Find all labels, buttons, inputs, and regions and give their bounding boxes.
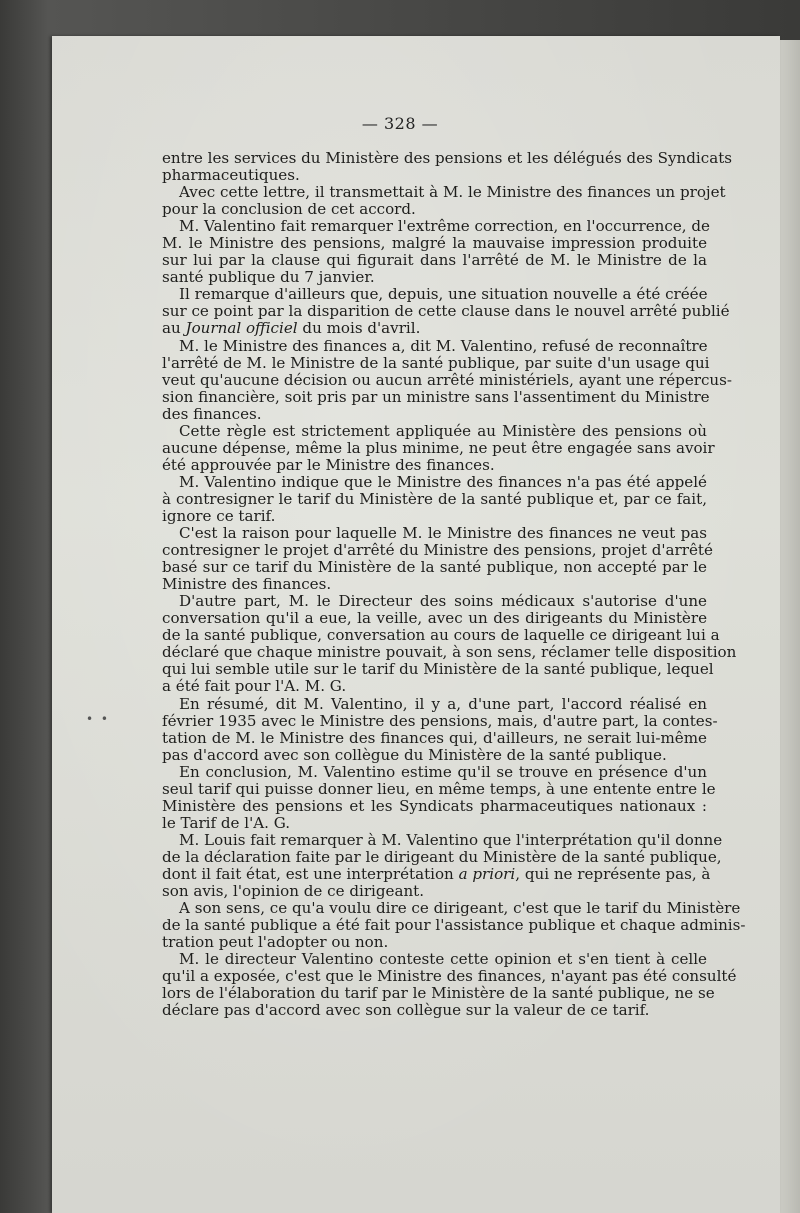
text-line: déclaré que chaque ministre pouvait, à son sens, réclamer telle disposition <box>162 643 737 662</box>
text-line: M. le Ministre des pensions, malgré la mauvaise impression produite <box>162 234 707 253</box>
text-line: En conclusion, M. Valentino estime qu'il se trouve en présence d'un <box>179 762 707 781</box>
text-line: sur ce point par la disparition de cette clause dans le nouvel arrêté publié <box>162 302 730 321</box>
text-line: veut qu'aucune décision ou aucun arrêté ministériels, ayant une répercus- <box>162 370 732 389</box>
margin-mark: • • <box>86 712 110 726</box>
text-line: M. Valentino indique que le Ministre des finances n'a pas été appelé <box>179 472 707 491</box>
text-line: son avis, l'opinion de ce dirigeant. <box>162 882 425 901</box>
text-line: l'arrêté de M. le Ministre de la santé publique, par suite d'un usage qui <box>162 353 710 372</box>
text-line: dont il fait état, est une interprétation a priori, qui ne représente pas, à <box>162 864 711 883</box>
text-line: qu'il a exposée, c'est que le Ministre des finances, n'ayant pas été consulté <box>162 967 737 986</box>
text-line: entre les services du Ministère des pensions et les délégués des Syndicats <box>162 149 733 167</box>
text-line: aucune dépense, même la plus minime, ne peut être engagée sans avoir <box>162 438 715 457</box>
text-line: A son sens, ce qu'a voulu dire ce dirigeant, c'est que le tarif du Ministère <box>179 899 741 918</box>
text-line: sion financière, soit pris par un ministre sans l'assentiment du Ministre <box>162 387 710 406</box>
text-line: conversation qu'il a eue, la veille, avec un des dirigeants du Ministère <box>162 609 707 628</box>
text-line: basé sur ce tarif du Ministère de la santé publique, non accepté par le <box>162 558 707 577</box>
text-line: M. le Ministre des finances a, dit M. Valentino, refusé de reconnaître <box>179 336 708 355</box>
text-line: Avec cette lettre, il transmettait à M. le Ministre des finances un projet <box>179 183 726 202</box>
text-line: pas d'accord avec son collègue du Ministère de la santé publique. <box>162 745 667 764</box>
text-line: qui lui semble utile sur le tarif du Ministère de la santé publique, lequel <box>162 660 714 679</box>
text-line: En résumé, dit M. Valentino, il y a, d'une part, l'accord réalisé en <box>179 694 707 713</box>
text-line: des finances. <box>162 404 262 423</box>
text-line: C'est la raison pour laquelle M. le Ministre des finances ne veut pas <box>179 524 707 543</box>
text-line: lors de l'élaboration du tarif par le Ministère de la santé publique, ne se <box>162 984 715 1003</box>
text-line: contresigner le projet d'arrêté du Ministre des pensions, projet d'arrêté <box>162 541 713 560</box>
text-line: Ministère des pensions et les Syndicats pharmaceutiques nationaux : <box>162 796 707 815</box>
text-line: tration peut l'adopter ou non. <box>162 933 389 952</box>
text-line: de la santé publique, conversation au cours de laquelle ce dirigeant lui a <box>162 626 720 645</box>
text-line: pharmaceutiques. <box>162 166 300 185</box>
text-line: M. le directeur Valentino conteste cette opinion et s'en tient à celle <box>179 950 707 969</box>
text-line: déclare pas d'accord avec son collègue sur la valeur de ce tarif. <box>162 1001 650 1020</box>
body-text <box>162 149 746 1020</box>
page-number: — 328 — <box>361 114 439 133</box>
text-line: M. Louis fait remarquer à M. Valentino que l'interprétation qu'il donne <box>179 830 723 849</box>
text-line: au Journal officiel du mois d'avril. <box>162 319 421 338</box>
text-line: D'autre part, M. le Directeur des soins médicaux s'autorise d'une <box>179 592 707 611</box>
text-line: tation de M. le Ministre des finances qui, d'ailleurs, ne serait lui-même <box>162 728 707 747</box>
text-line: pour la conclusion de cet accord. <box>162 200 416 219</box>
text-line: Cette règle est strictement appliquée au Ministère des pensions où <box>179 421 707 440</box>
text-line: Il remarque d'ailleurs que, depuis, une situation nouvelle a été créée <box>179 285 708 304</box>
text-line: Ministre des finances. <box>162 575 332 594</box>
text-line: sur lui par la clause qui figurait dans l'arrêté de M. le Ministre de la <box>162 251 707 270</box>
text-line: M. Valentino fait remarquer l'extrême correction, en l'occurrence, de <box>179 217 710 236</box>
text-line: de la déclaration faite par le dirigeant du Ministère de la santé publique, <box>162 847 722 866</box>
text-line: le Tarif de l'A. G. <box>162 813 291 832</box>
text-line: février 1935 avec le Ministre des pensions, mais, d'autre part, la contes- <box>162 711 718 730</box>
text-line: à contresigner le tarif du Ministère de la santé publique et, par ce fait, <box>162 489 707 508</box>
text-line: seul tarif qui puisse donner lieu, en même temps, à une entente entre le <box>162 779 716 798</box>
text-line: de la santé publique a été fait pour l'assistance publique et chaque adminis- <box>162 916 746 935</box>
text-line: été approuvée par le Ministre des finances. <box>162 455 495 474</box>
text-line: santé publique du 7 janvier. <box>162 268 375 287</box>
text-line: a été fait pour l'A. M. G. <box>162 677 347 696</box>
text-line: ignore ce tarif. <box>162 506 276 525</box>
